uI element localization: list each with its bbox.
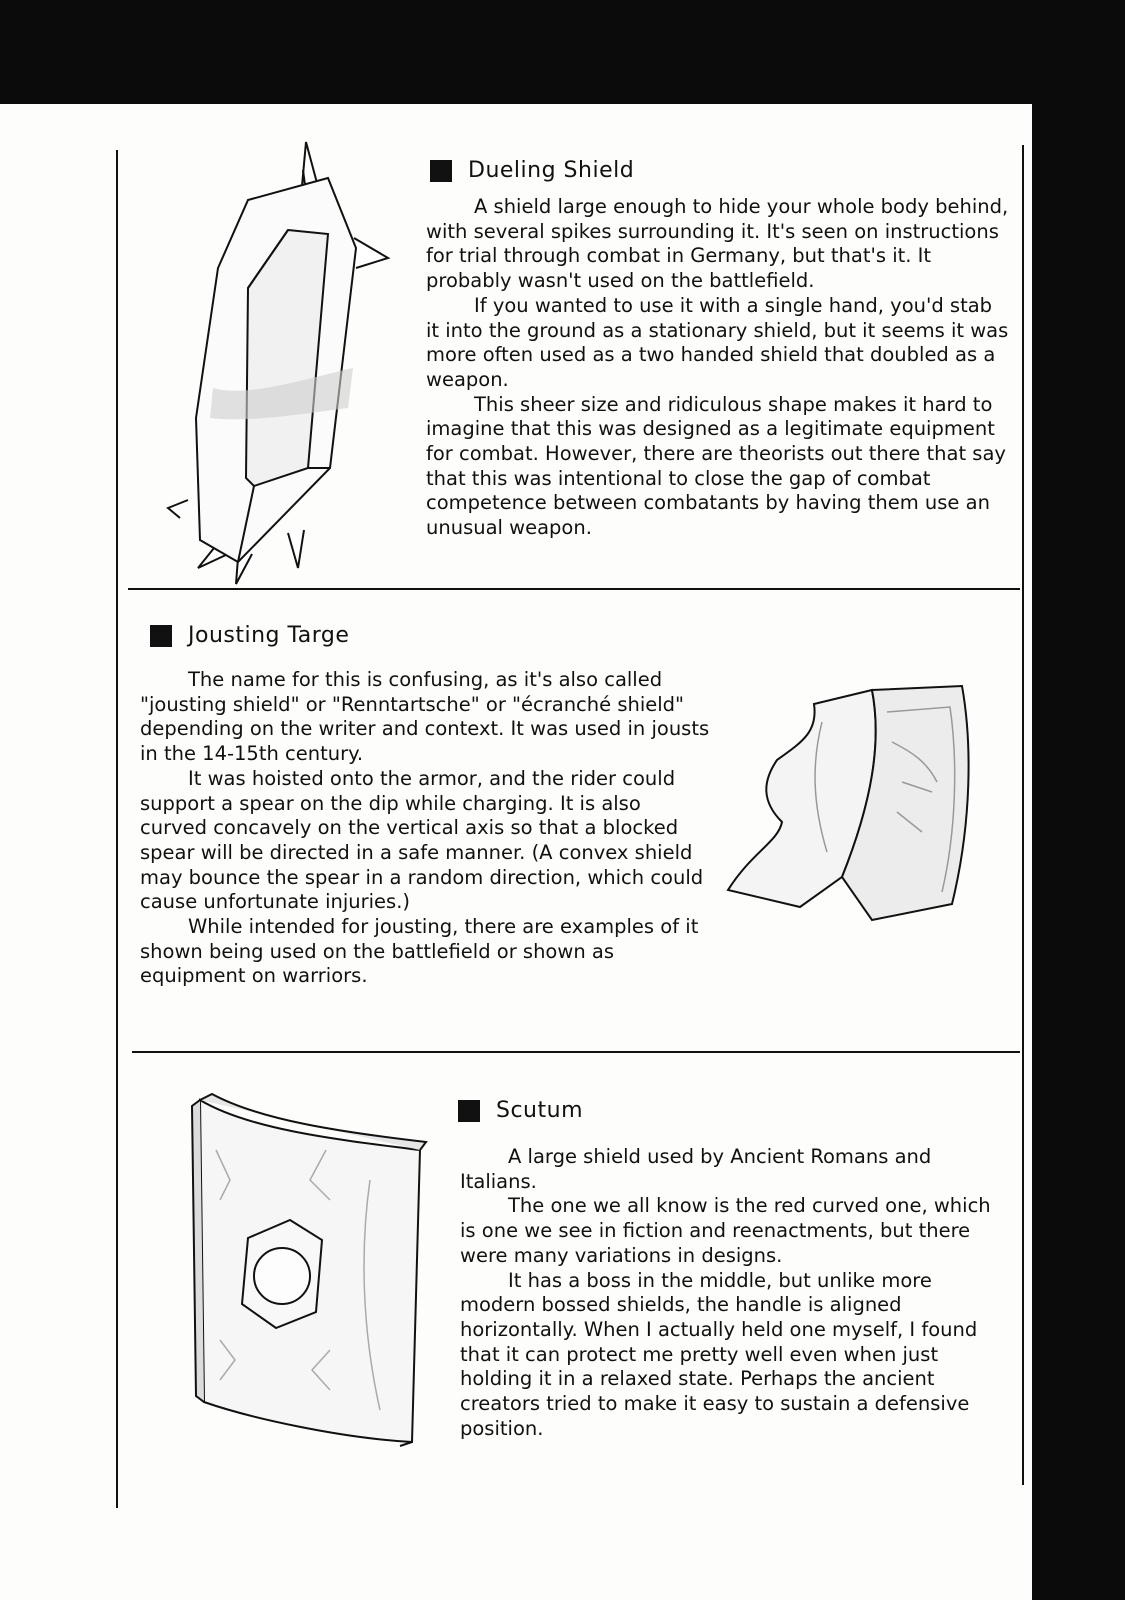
section-body-dueling-shield	[426, 195, 1010, 541]
section-heading-scutum	[458, 1098, 583, 1123]
paragraph: It was hoisted onto the armor, and the rider could support a spear on the dip while charging. It is also curved concavely on the vertical axis so that a blocked spear will be directed in a safe manner. (A convex shield may bounce the spear in a random direction, which could cause unfortunate injuries.)	[140, 766, 704, 914]
heading-bullet-icon	[430, 160, 452, 182]
section-title: Jousting Targe	[188, 623, 350, 648]
divider-2	[132, 1051, 1020, 1053]
divider-1	[128, 588, 1020, 590]
section-body-jousting-targe	[140, 668, 712, 989]
section-body-scutum	[460, 1145, 1008, 1441]
paragraph: While intended for jousting, there are examples of it shown being used on the battlefield or shown as equipment on warriors.	[140, 915, 699, 988]
section-heading-jousting-targe	[150, 623, 349, 648]
paragraph: It has a boss in the middle, but unlike more modern bossed shields, the handle is aligned horizontally. When I actually held one myself, I found that it can protect me pretty well even when just holding it in a relaxed state. Perhaps the ancient creators tried to make it easy to sustain a defensive position.	[460, 1268, 978, 1440]
dueling-shield-illustration	[158, 138, 378, 578]
section-title: Dueling Shield	[468, 158, 635, 183]
scutum-illustration	[190, 1090, 430, 1450]
section-heading-dueling-shield	[430, 158, 634, 183]
paragraph: This sheer size and ridiculous shape makes it hard to imagine that this was designed as a legitimate equipment for combat. However, there are theorists out there that say that this was intentional to close the gap of combat competence between combatants by having them use an unusual weapon.	[426, 392, 1006, 540]
paragraph: A large shield used by Ancient Romans and Italians.	[460, 1145, 932, 1193]
paragraph: A shield large enough to hide your whole body behind, with several spikes surrounding it. It's seen on instructions for trial through combat in Germany, but that's it. It probably wasn't used on the battlefield.	[426, 195, 1009, 293]
panel-border-right	[1022, 145, 1024, 1485]
paragraph: The one we all know is the red curved one, which is one we see in fiction and reenactments, but there were many variations in designs.	[460, 1194, 991, 1267]
heading-bullet-icon	[150, 625, 172, 647]
heading-bullet-icon	[458, 1100, 480, 1122]
panel-border-left	[116, 150, 118, 1508]
section-title: Scutum	[496, 1098, 584, 1123]
jousting-targe-illustration	[722, 682, 992, 932]
paragraph: If you wanted to use it with a single hand, you'd stab it into the ground as a stationary shield, but it seems it was more often used as a two handed shield that doubled as a weapon.	[426, 293, 1009, 391]
paragraph: The name for this is confusing, as it's also called "jousting shield" or "Renntartsche" or "écranché shield" depending on the writer and context. It was used in jousts in the 14-15th century.	[140, 668, 710, 766]
